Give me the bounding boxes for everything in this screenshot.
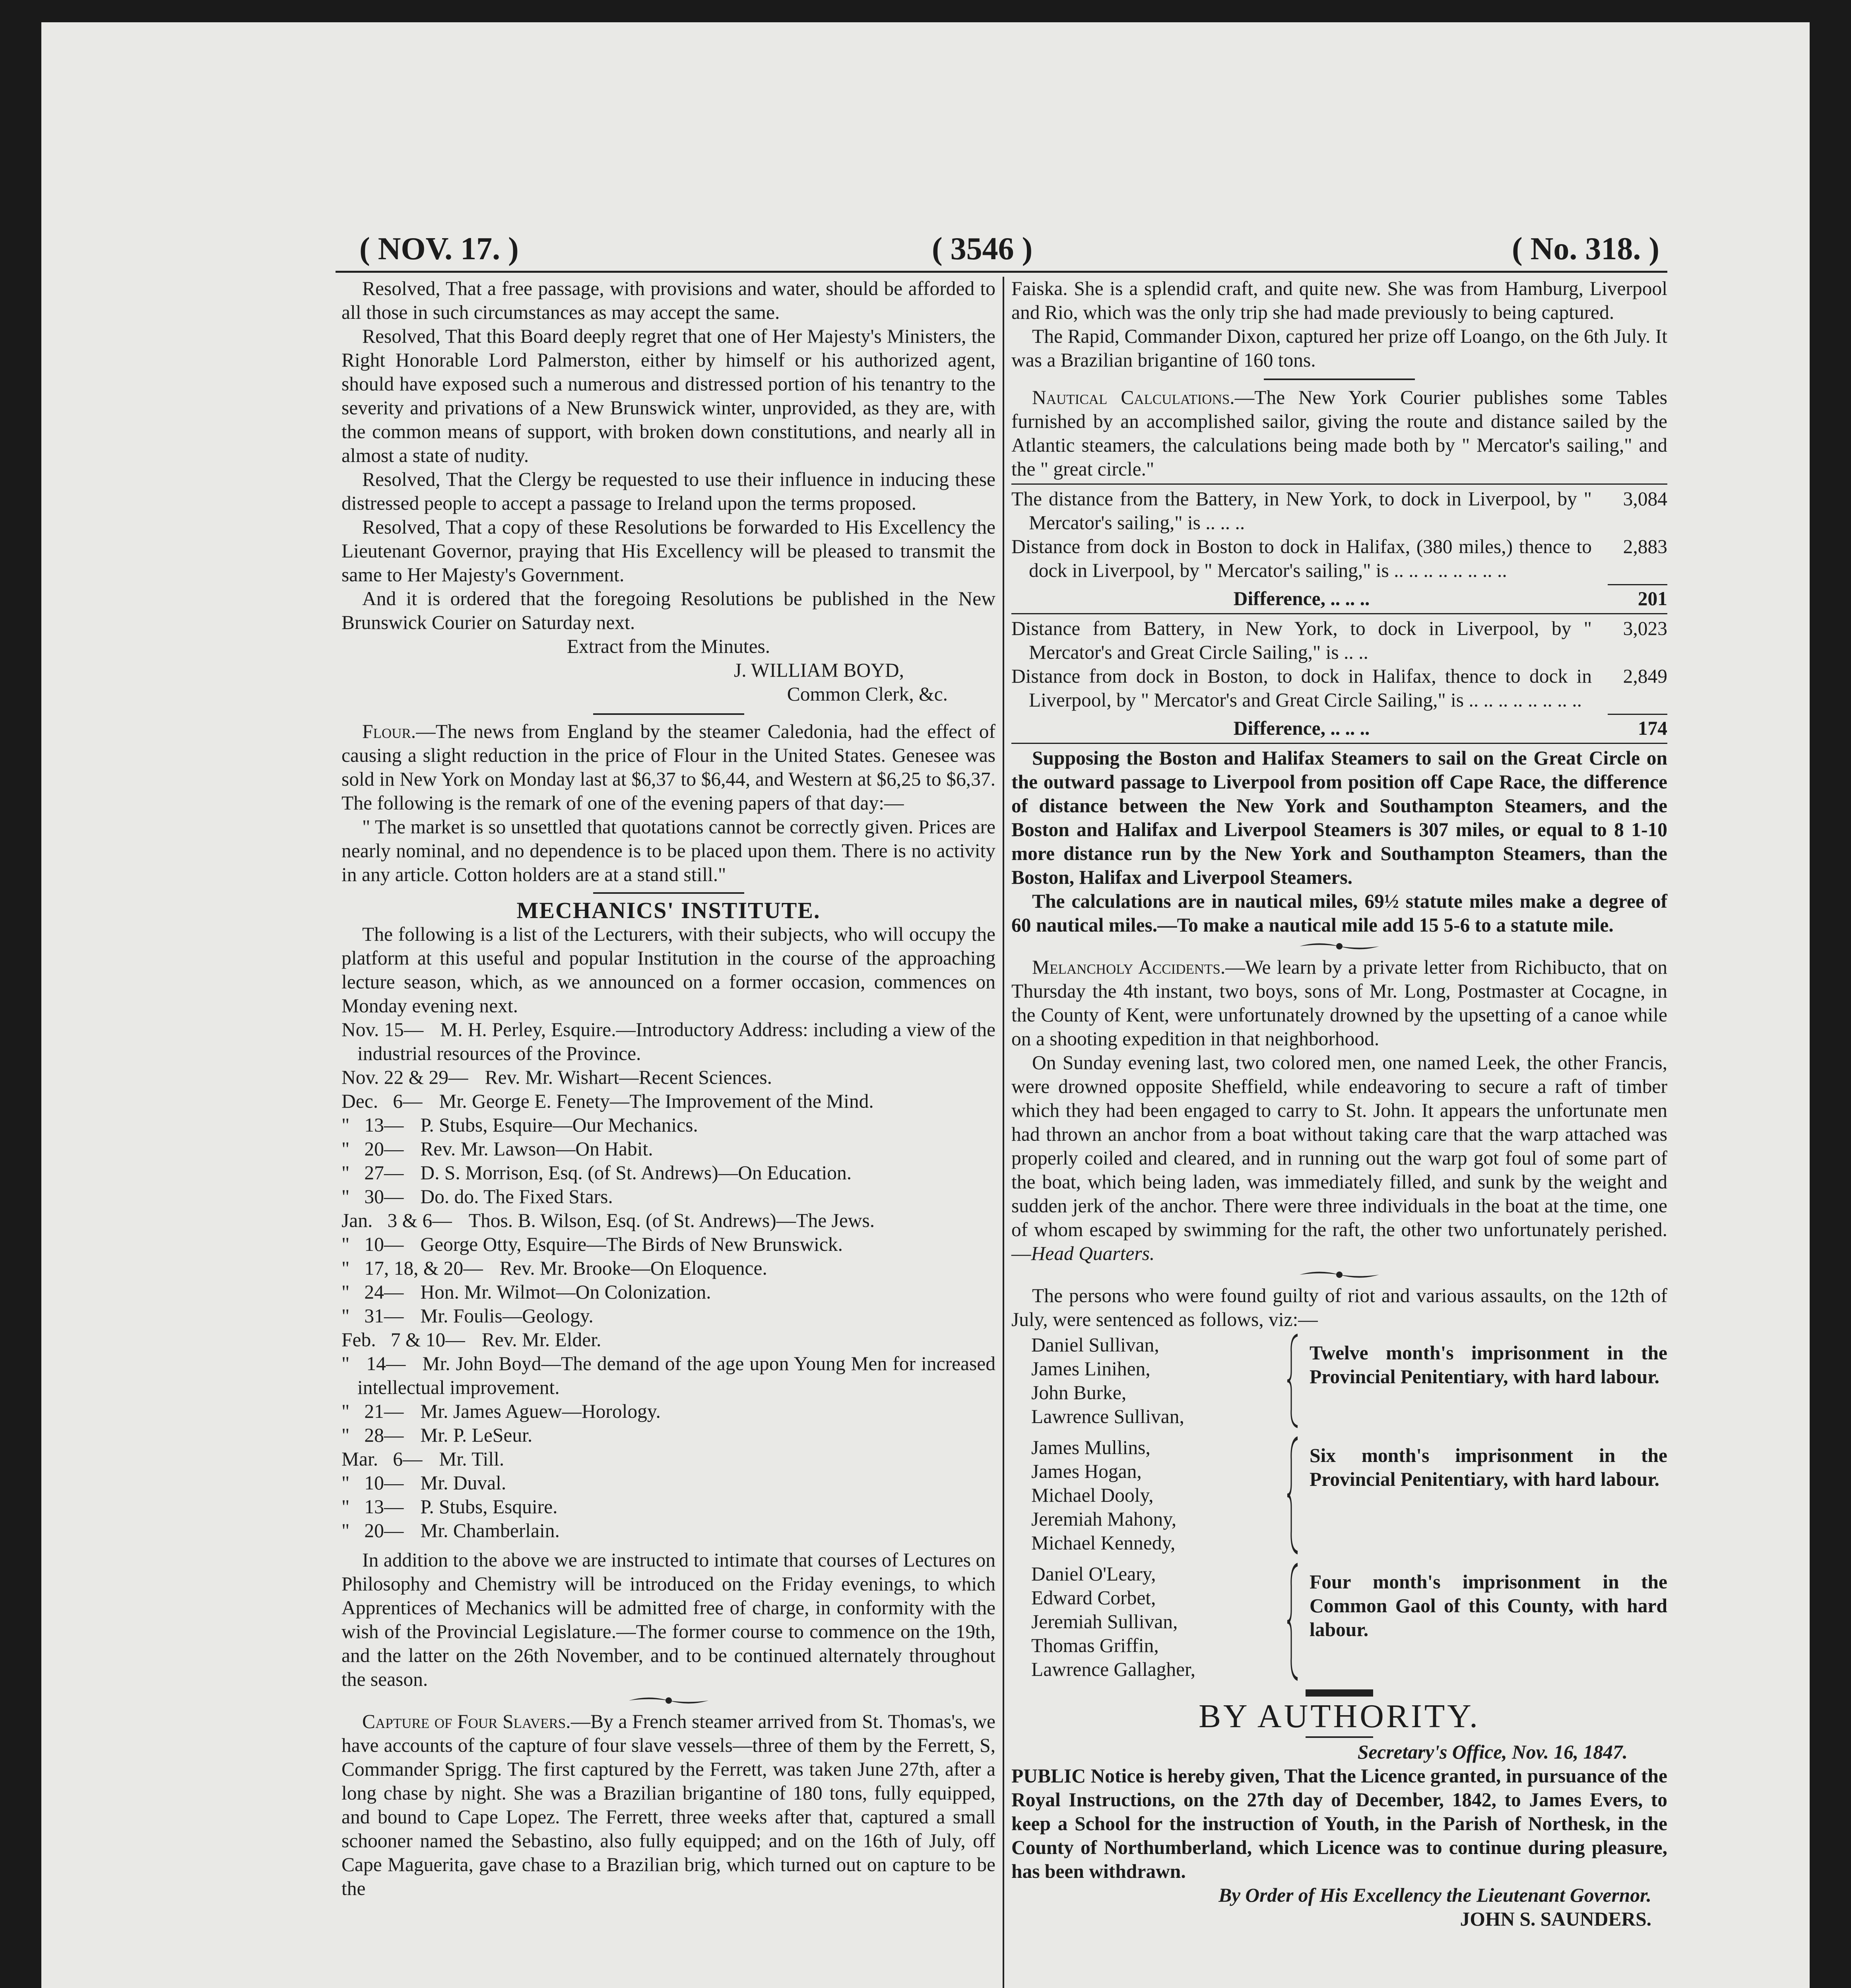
melancholy-heading: Melancholy Accidents. (1032, 956, 1226, 978)
public-notice: PUBLIC Notice is hereby given, That the Licence granted, in pursuance of the Royal Instructions, on the 27th day of December, 1842, to James Evers, to keep a School for the instruction of Youth, in the Parish of Northesk, in the County of Northumberland, which Licence was to continue during pleasure, has been withdrawn. (1011, 1765, 1667, 1882)
lecture-line (341, 1256, 995, 1280)
riot-intro: The persons who were found guilty of riot and various assaults, on the 12th of July, were sentenced as follows, viz:— (1011, 1285, 1667, 1330)
lecture-line (341, 1066, 995, 1089)
table-rule (1011, 613, 1667, 614)
slavers-heading: Capture of Four Slavers. (362, 1710, 571, 1732)
lecture-line (341, 1400, 995, 1423)
lecture-date: Nov. 15— (341, 1019, 424, 1041)
lecture-entry: Hon. Mr. Wilmot—On Colonization. (420, 1281, 711, 1303)
lecture-row (341, 1447, 995, 1471)
lecture-date: " 13— (341, 1114, 404, 1136)
lecture-entry: Mr. Foulis—Geology. (420, 1305, 594, 1327)
header-rule (336, 271, 1667, 273)
lecture-row (341, 1400, 995, 1423)
distance-value: 3,084 (1623, 488, 1667, 510)
distance-value: 2,883 (1623, 536, 1667, 557)
difference-row (1011, 716, 1667, 740)
distance-row (1011, 617, 1667, 664)
lecture-row (341, 1256, 995, 1280)
signer-title: Common Clerk, &c. (787, 683, 948, 705)
lecture-entry: Rev. Mr. Lawson—On Habit. (420, 1138, 653, 1160)
resolution-4: Resolved, That a copy of these Resolutions be forwarded to His Excellency the Lieutenant Governor, praying that His Excellency will be pleased to transmit the same to Her Majesty's Government. (341, 516, 995, 586)
difference-value: 174 (1638, 717, 1667, 739)
difference-label: Difference, .. .. .. (1233, 588, 1370, 610)
distance-label: The distance from the Battery, in New York, to dock in Liverpool, by " Mercator's sailing," is .. .. .. (1011, 488, 1592, 534)
convict-names (1011, 1333, 1286, 1434)
convict-name: Lawrence Gallagher, (1031, 1658, 1196, 1680)
lecture-row (341, 1471, 995, 1495)
lecture-line (341, 1161, 995, 1185)
nautical-heading: Nautical Calculations. (1032, 386, 1235, 408)
secretary-office-dateline: Secretary's Office, Nov. 16, 1847. (1357, 1741, 1628, 1763)
sentence-list (1011, 1333, 1667, 1687)
resolution-1: Resolved, That a free passage, with provisions and water, should be afforded to all those in such circumstances as may accept the same. (341, 278, 995, 323)
distance-row (1011, 664, 1667, 712)
left-column (341, 277, 995, 1901)
sentence-text: Four month's imprisonment in the Common Gaol of this County, with hard labour. (1310, 1571, 1667, 1640)
supposing-text: Supposing the Boston and Halifax Steamers to sail on the Great Circle on the outward passage to Liverpool from position off Cape Race, the difference of distance between the New York and Southampton Steamers, and the Boston and Halifax and Liverpool Steamers is 307 miles, or equal to 8 1-10 more distance run by the New York and Southampton Steamers, than the Boston, Halifax and Liverpool Steamers. (1011, 747, 1667, 888)
signer-name: J. WILLIAM BOYD, (733, 659, 904, 681)
lecture-row (341, 1161, 995, 1185)
lecture-line (341, 1328, 995, 1352)
lecture-line (341, 1352, 995, 1400)
convict-name: Daniel O'Leary, (1031, 1563, 1156, 1585)
lecture-row (341, 1018, 995, 1066)
sunday-article (1011, 1051, 1667, 1266)
lecture-entry: Mr. James Aguew—Horology. (420, 1400, 661, 1422)
resolution-order: And it is ordered that the foregoing Resolutions be published in the New Brunswick Courier on Saturday next. (341, 588, 995, 633)
lecture-entry: Mr. George E. Fenety—The Improvement of the Mind. (439, 1090, 874, 1112)
convict-name: Lawrence Sullivan, (1031, 1406, 1184, 1427)
lecture-date: " 13— (341, 1496, 404, 1518)
lecture-date: Dec. 6— (341, 1090, 423, 1112)
distance-value: 2,849 (1623, 665, 1667, 687)
by-authority-title: BY AUTHORITY. (1198, 1698, 1480, 1735)
table-rule (1011, 743, 1667, 744)
lecture-date: Jan. 3 & 6— (341, 1209, 452, 1231)
convict-name: John Burke, (1031, 1382, 1127, 1404)
lecture-line (341, 1113, 995, 1137)
lecture-line (341, 1185, 995, 1209)
lecture-row (341, 1137, 995, 1161)
convict-names (1011, 1562, 1286, 1687)
distance-row (1011, 535, 1667, 582)
lecture-row (341, 1352, 995, 1400)
saunders-signature: JOHN S. SAUNDERS. (1460, 1908, 1651, 1930)
lecture-date: " 24— (341, 1281, 404, 1303)
sum-rule (1608, 714, 1667, 715)
lecture-date: " 20— (341, 1520, 404, 1541)
sum-rule (1608, 584, 1667, 585)
slavers-article (341, 1710, 995, 1901)
lecture-entry: Mr. John Boyd—The demand of the age upon Young Men for increased intellectual improvement. (357, 1353, 995, 1398)
sentence-group (1011, 1333, 1667, 1434)
lecture-line (341, 1137, 995, 1161)
convict-name: Daniel Sullivan, (1031, 1334, 1159, 1356)
mechanics-note: In addition to the above we are instructed to intimate that courses of Lectures on Philosophy and Chemistry will be introduced on the Friday evenings, to which Apprentices of Mechanics will be admitted free of charge, in conformity with the wish of the Provincial Legislature.—The former course to commence on the 19th, and the latter on the 26th November, and to be continued alternately throughout the season. (341, 1549, 995, 1690)
lecture-date: " 27— (341, 1162, 404, 1184)
header-date: ( NOV. 17. ) (359, 231, 519, 266)
mechanics-institute-title: MECHANICS' INSTITUTE. (516, 897, 821, 923)
section-rule (1306, 1689, 1373, 1697)
convict-name: James Mullins, (1031, 1437, 1151, 1458)
lecture-line (341, 1233, 995, 1256)
sentence-group (1011, 1436, 1667, 1561)
convict-names (1011, 1436, 1286, 1561)
section-rule (1264, 379, 1415, 380)
lecture-date: " 17, 18, & 20— (341, 1257, 483, 1279)
sunday-text: On Sunday evening last, two colored men, one named Leek, the other Francis, were drowned opposite Sheffield, while endeavoring to secure a raft of timber which they had been engaged to carry to St. John. It appears the unfortunate men had thrown an anchor from a boat without taking care that the warp attached was properly coiled and cleared, and in running out the warp got foul of some part of the boat, which being laden, was immediately filled, and sunk by the weight and sudden jerk of the anchor. There were three individuals in the boat at the time, one of whom escaped by swimming for the raft, the other two unfortunately perished.— (1011, 1052, 1667, 1264)
lecture-line (341, 1447, 995, 1471)
column-divider (1003, 277, 1004, 1988)
brace-icon (1286, 1562, 1310, 1687)
convict-name: James Hogan, (1031, 1460, 1142, 1482)
table-rule (1011, 483, 1667, 485)
lecture-date: " 31— (341, 1305, 404, 1327)
lecture-date: Feb. 7 & 10— (341, 1329, 465, 1351)
rapid-text: The Rapid, Commander Dixon, captured her prize off Loango, on the 6th July. It was a Brazilian brigantine of 160 tons. (1011, 325, 1667, 371)
convict-name: James Linihen, (1031, 1358, 1151, 1380)
convict-name: Michael Kennedy, (1031, 1532, 1176, 1554)
lecture-row (341, 1304, 995, 1328)
melancholy-article (1011, 955, 1667, 1051)
lecture-entry: Rev. Mr. Brooke—On Eloquence. (499, 1257, 767, 1279)
convict-name: Thomas Griffin, (1031, 1635, 1159, 1656)
lecture-entry: Mr. Till. (439, 1448, 504, 1470)
lecture-row (341, 1519, 995, 1543)
distance-label: Distance from Battery, in New York, to dock in Liverpool, by " Mercator's and Great Circle Sailing," is .. .. (1011, 617, 1592, 663)
lecture-date: " 20— (341, 1138, 404, 1160)
gazette-page (41, 22, 1810, 1988)
brace-icon (1286, 1436, 1310, 1561)
lecture-line (341, 1018, 995, 1066)
lecture-entry: Mr. Chamberlain. (420, 1520, 560, 1541)
nautical-text: —The New York Courier publishes some Tables furnished by an accomplished sailor, giving the route and distance sailed by the Atlantic steamers, the calculations being made both by " Mercator's sailing," and the " great circle." (1011, 386, 1667, 480)
convict-name: Edward Corbet, (1031, 1587, 1156, 1609)
lecture-date: " 10— (341, 1472, 404, 1494)
lecture-entry: Rev. Mr. Elder. (481, 1329, 601, 1351)
difference-value: 201 (1638, 588, 1667, 610)
lecture-line (341, 1089, 995, 1113)
header-page-number: ( 3546 ) (932, 231, 1033, 266)
lecture-row (341, 1089, 995, 1113)
lecture-entry: Mr. P. LeSeur. (420, 1424, 533, 1446)
lecture-date: " 14— (341, 1353, 406, 1375)
nautical-article (1011, 386, 1667, 481)
resolution-3: Resolved, That the Clergy be requested to use their influence in inducing these distressed people to accept a passage to Ireland upon the terms proposed. (341, 468, 995, 514)
lecture-line (341, 1304, 995, 1328)
page-header (359, 231, 1659, 267)
resolution-2: Resolved, That this Board deeply regret that one of Her Majesty's Ministers, the Right Honorable Lord Palmerston, either by himself or his authorized agent, should have exposed such a numerous and distressed portion of his tenantry to the severity and privations of a New Brunswick winter, unprovided, as they are, with the common means of support, with broken down constitutions, and nearly all in almost a state of nudity. (341, 325, 995, 466)
flour-text: —The news from England by the steamer Caledonia, had the effect of causing a slight reduction in the price of Flour in the United States. Genesee was sold in New York on Monday last at $6,37 to $6,44, and Western at $6,25 to $6,37. The following is the remark of one of the evening papers of that day:— (341, 720, 995, 814)
section-rule (593, 892, 744, 894)
lecture-line (341, 1495, 995, 1519)
flour-heading: Flour. (362, 720, 416, 742)
lecture-row (341, 1209, 995, 1233)
lecture-line (341, 1519, 995, 1543)
brace-icon (1286, 1333, 1310, 1434)
sentence-text: Twelve month's imprisonment in the Provincial Penitentiary, with hard labour. (1310, 1342, 1667, 1388)
lecture-date: " 30— (341, 1186, 404, 1208)
section-rule (1306, 1736, 1373, 1738)
lecture-row (341, 1495, 995, 1519)
lecture-line (341, 1209, 995, 1233)
lecture-entry: P. Stubs, Esquire. (420, 1496, 558, 1518)
lecture-entry: Thos. B. Wilson, Esq. (of St. Andrews)—The Jews. (468, 1209, 875, 1231)
lecture-line (341, 1423, 995, 1447)
header-issue-number: ( No. 318. ) (1511, 231, 1659, 266)
ornament-divider (1011, 1266, 1667, 1284)
lecture-date: " 21— (341, 1400, 404, 1422)
lecture-entry: Rev. Mr. Wishart—Recent Sciences. (485, 1066, 772, 1088)
lecture-date: Mar. 6— (341, 1448, 423, 1470)
lecture-row (341, 1066, 995, 1089)
sentence-group (1011, 1562, 1667, 1687)
lecture-list (341, 1018, 995, 1543)
sentence-text: Six month's imprisonment in the Provincial Penitentiary, with hard labour. (1310, 1444, 1667, 1490)
difference-label: Difference, .. .. .. (1233, 717, 1370, 739)
by-order-line: By Order of His Excellency the Lieutenant Governor. (1218, 1884, 1651, 1906)
lecture-row (341, 1185, 995, 1209)
head-quarters-credit: Head Quarters. (1031, 1242, 1155, 1264)
slavers-text: —By a French steamer arrived from St. Thomas's, we have accounts of the capture of four slave vessels—three of them by the Ferrett, S, Commander Sprigg. The first captured by the Ferrett, was taken June 27th, after a long chase by night. She was a Brazilian brigantine of 180 tons, fully equipped, and bound to Cape Lopez. The Ferrett, three weeks after that, captured a small schooner named the Sebastino, also fully equipped; and on the 16th of July, off Cape Maguerita, gave chase to a Brazilian brig, which turned out on capture to be the (341, 1710, 995, 1899)
lecture-row (341, 1280, 995, 1304)
distance-label: Distance from dock in Boston to dock in Halifax, (380 miles,) thence to dock in Liverpool, by " Mercator's sailing," is .. .. .. .. .. .. .. .. (1011, 536, 1592, 581)
flour-article (341, 720, 995, 815)
lecture-row (341, 1423, 995, 1447)
lecture-line (341, 1280, 995, 1304)
melancholy-text: —We learn by a private letter from Richibucto, that on Thursday the 4th instant, two boys, sons of Mr. Long, Postmaster at Cocagne, in the County of Kent, were unfortunately drowned by the upsetting of a canoe while on a shooting expedition in that neighborhood. (1011, 956, 1668, 1050)
lecture-date: " 10— (341, 1233, 404, 1255)
lecture-line (341, 1471, 995, 1495)
faiska-text: Faiska. She is a splendid craft, and quite new. She was from Hamburg, Liverpool and Rio, which was the only trip she had made previously to being captured. (1011, 278, 1667, 323)
lecture-date: Nov. 22 & 29— (341, 1066, 468, 1088)
lecture-row (341, 1328, 995, 1352)
mechanics-intro: The following is a list of the Lecturers, with their subjects, who will occupy the platform at this useful and popular Institution in the course of the approaching lecture season, which, as we announced on a former occasion, commences on Monday evening next. (341, 923, 995, 1017)
lecture-entry: P. Stubs, Esquire—Our Mechanics. (420, 1114, 698, 1136)
section-rule (593, 713, 744, 715)
distance-value: 3,023 (1623, 617, 1667, 639)
right-column (1011, 277, 1667, 1931)
flour-quote: " The market is so unsettled that quotations cannot be correctly given. Prices are nearly nominal, and no dependence is to be placed upon them. There is no activity in any article. Cotton holders are at a stand still." (341, 816, 995, 885)
lecture-entry: Mr. Duval. (420, 1472, 506, 1494)
extract-note: Extract from the Minutes. (567, 635, 770, 657)
calculation-note: The calculations are in nautical miles, 69½ statute miles make a degree of 60 nautical miles.—To make a nautical mile add 15 5-6 to a statute mile. (1011, 890, 1667, 936)
distance-label: Distance from dock in Boston, to dock in Halifax, thence to dock in Liverpool, by " Mercator's and Great Circle Sailing," is .. .. .. .. .. .. .. .. (1011, 665, 1592, 711)
lecture-entry: Do. do. The Fixed Stars. (420, 1186, 613, 1208)
lecture-row (341, 1113, 995, 1137)
lecture-entry: D. S. Morrison, Esq. (of St. Andrews)—On Education. (420, 1162, 852, 1184)
ornament-divider (341, 1691, 995, 1710)
convict-name: Michael Dooly, (1031, 1484, 1154, 1506)
convict-name: Jeremiah Sullivan, (1031, 1611, 1178, 1633)
lecture-row (341, 1233, 995, 1256)
lecture-entry: M. H. Perley, Esquire.—Introductory Address: including a view of the industrial resources of the Province. (357, 1019, 995, 1064)
distance-row (1011, 487, 1667, 535)
lecture-date: " 28— (341, 1424, 404, 1446)
convict-name: Jeremiah Mahony, (1031, 1508, 1177, 1530)
lecture-entry: George Otty, Esquire—The Birds of New Brunswick. (420, 1233, 843, 1255)
ornament-divider (1011, 937, 1667, 955)
difference-row (1011, 587, 1667, 611)
